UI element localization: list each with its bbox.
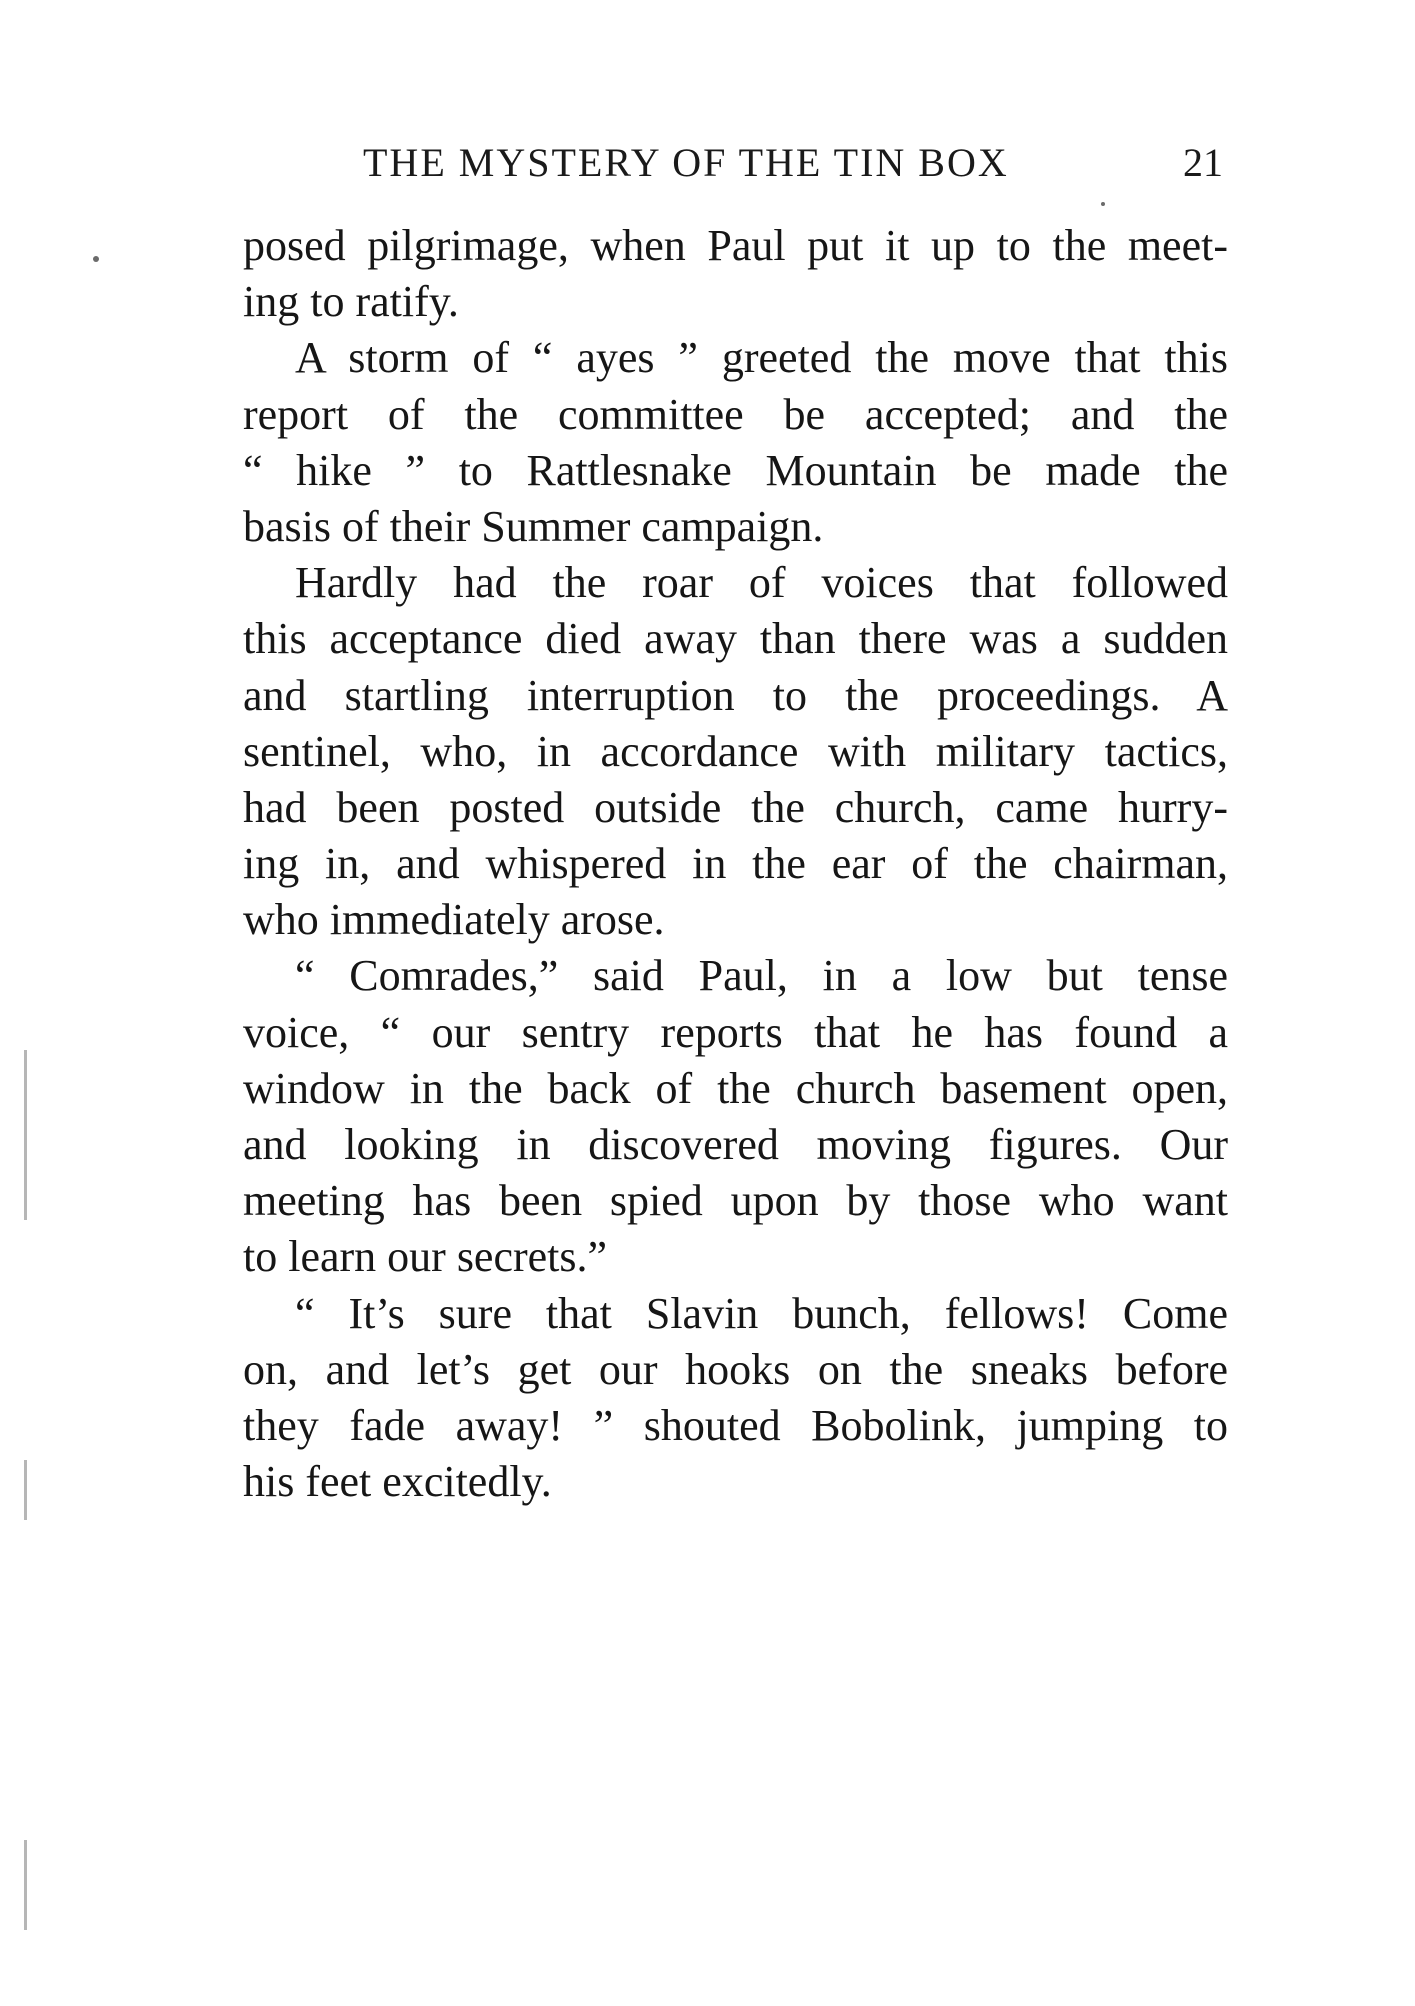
text-line: basis of their Summer campaign. <box>243 501 824 551</box>
scan-speck <box>1101 202 1105 206</box>
text-line: to learn our secrets.” <box>243 1232 608 1282</box>
text-line: ing to ratify. <box>243 277 459 327</box>
running-head-title: THE MYSTERY OF THE TIN BOX <box>363 140 1009 185</box>
scan-speck <box>93 256 99 262</box>
text-line: they fade away! ” shouted Bobolink, jumping to <box>243 1400 1228 1450</box>
text-line: “ hike ” to Rattlesnake Mountain be made the <box>243 445 1228 495</box>
text-line: his feet excitedly. <box>243 1457 552 1507</box>
body-text <box>243 218 1228 1510</box>
text-line: sentinel, who, in accordance with military tactics, <box>243 726 1228 776</box>
text-line: ing in, and whispered in the ear of the chairman, <box>243 839 1228 889</box>
text-line: “ Comrades,” said Paul, in a low but tense <box>295 951 1228 1001</box>
text-line: “ It’s sure that Slavin bunch, fellows! Come <box>295 1288 1228 1338</box>
text-line: window in the back of the church basement open, <box>243 1063 1228 1113</box>
text-line: Hardly had the roar of voices that followed <box>295 558 1228 608</box>
binding-edge <box>0 0 44 2006</box>
binding-mark <box>24 1840 27 1930</box>
text-line: who immediately arose. <box>243 895 665 945</box>
binding-mark <box>24 1460 27 1520</box>
binding-mark <box>24 1050 27 1220</box>
text-line: and startling interruption to the proceedings. A <box>243 670 1228 720</box>
text-line: had been posted outside the church, came hurry- <box>243 782 1228 832</box>
text-line: report of the committee be accepted; and the <box>243 389 1228 439</box>
page-number: 21 <box>1183 140 1223 185</box>
text-line: posed pilgrimage, when Paul put it up to the meet- <box>243 221 1228 270</box>
text-line: on, and let’s get our hooks on the sneaks before <box>243 1344 1228 1394</box>
text-line: meeting has been spied upon by those who want <box>243 1176 1228 1226</box>
text-line: this acceptance died away than there was a sudden <box>243 614 1228 664</box>
text-line: and looking in discovered moving figures. Our <box>243 1120 1228 1169</box>
text-line: A storm of “ ayes ” greeted the move that this <box>295 333 1228 383</box>
running-head <box>243 138 1243 198</box>
text-line: voice, “ our sentry reports that he has found a <box>243 1007 1228 1057</box>
